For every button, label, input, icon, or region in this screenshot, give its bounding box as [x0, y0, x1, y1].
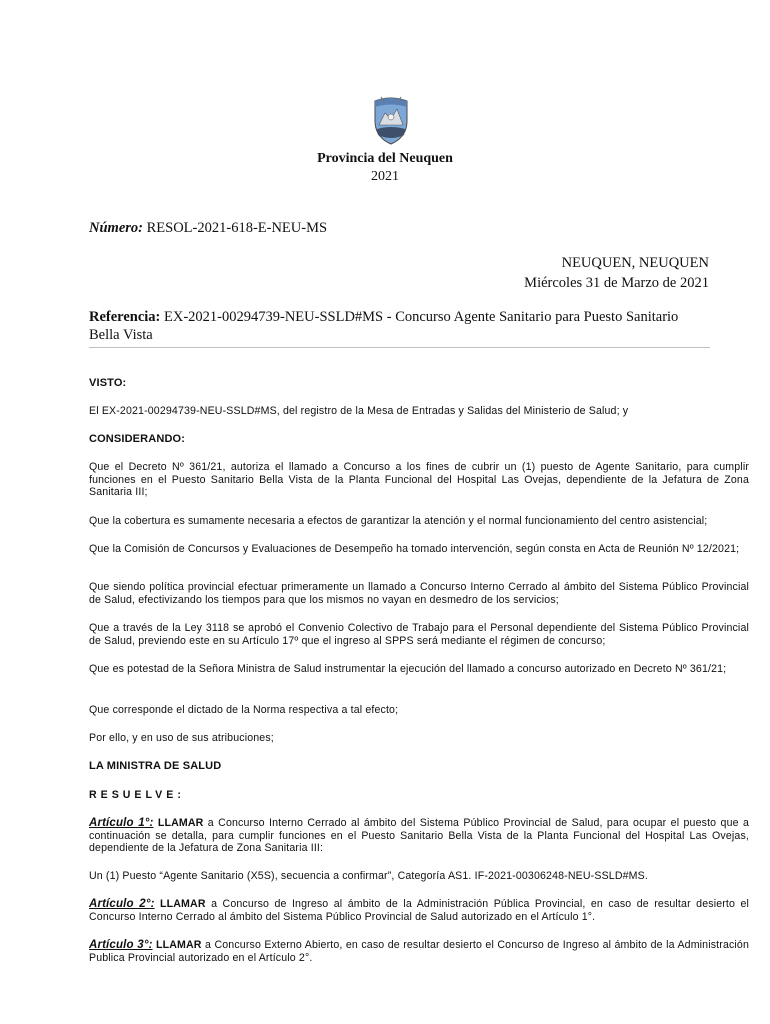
paragraph-1: Que el Decreto Nº 361/21, autoriza el llamado a Concurso a los fines de cubrir un (1) puesto de Agente Sanitario, para cumplir funciones en el Puesto Sanitario Bella Vista de la Planta Funcional del Hospital Las Ovejas, dependiente de la Jefatura de Zona Sanitaria III;	[89, 461, 749, 499]
authority: LA MINISTRA DE SALUD	[89, 760, 222, 772]
paragraph-7: Que corresponde el dictado de la Norma respectiva a tal efecto;	[89, 704, 399, 716]
paragraph-3: Que la Comisión de Concursos y Evaluaciones de Desempeño ha tomado intervención, según consta en Acta de Reunión Nº 12/2021;	[89, 543, 740, 555]
puesto-detail: Un (1) Puesto “Agente Sanitario (X5S), secuencia a confirmar”, Categoría AS1. IF-2021-00306248-NEU-SSLD#MS.	[89, 870, 648, 882]
article-3-text: a Concurso Externo Abierto, en caso de resultar desierto el Concurso de Ingreso al ámbito de la Administración Publica Provincial autorizado en el Artículo 2°.	[89, 939, 750, 964]
numero-value: RESOL-2021-618-E-NEU-MS	[146, 220, 328, 236]
article-3-label: Artículo 3°:	[89, 939, 153, 951]
resuelve: RESUELVE:	[89, 789, 185, 801]
referencia-label: Referencia:	[89, 309, 161, 325]
place: NEUQUEN, NEUQUEN	[561, 255, 709, 271]
article-3-verb: LLAMAR	[155, 939, 202, 951]
article-1-verb: LLAMAR	[157, 817, 204, 829]
article-1-label: Artículo 1°:	[89, 817, 154, 829]
considerando-heading: CONSIDERANDO:	[89, 433, 186, 445]
referencia	[89, 308, 711, 344]
province-title: Provincia del Neuquen	[317, 151, 453, 166]
year: 2021	[371, 169, 399, 184]
divider	[89, 347, 710, 348]
visto-text: El EX-2021-00294739-NEU-SSLD#MS, del registro de la Mesa de Entradas y Salidas del Ministerio de Salud; y	[89, 405, 629, 417]
paragraph-6: Que es potestad de la Señora Ministra de Salud instrumentar la ejecución del llamado a concurso autorizado en Decreto Nº 361/21;	[89, 663, 727, 675]
article-2-verb: LLAMAR	[160, 898, 206, 910]
article-1-text: a Concurso Interno Cerrado al ámbito del Sistema Público Provincial de Salud, para ocupar el puesto que a continuación se detalla, para cumplir funciones en el Puesto Sanitario Bella Vista de la Planta Funcional del Hospital Las Ovejas, dependiente de la Jefatura de Zona Sanitaria III:	[89, 817, 750, 855]
article-2	[89, 898, 749, 923]
neuquen-coat-of-arms-icon	[371, 95, 411, 145]
article-2-label: Artículo 2°:	[89, 898, 155, 910]
numero-label: Número:	[89, 220, 143, 236]
referencia-value: EX-2021-00294739-NEU-SSLD#MS - Concurso Agente Sanitario para Puesto Sanitario Bella Vista	[89, 309, 679, 343]
date: Miércoles 31 de Marzo de 2021	[524, 275, 709, 291]
paragraph-8: Por ello, y en uso de sus atribuciones;	[89, 732, 274, 744]
article-2-text: a Concurso de Ingreso al ámbito de la Administración Pública Provincial, en caso de resultar desierto el Concurso Interno Cerrado al ámbito del Sistema Público Provincial de Salud autorizado en el Artículo 1°.	[89, 898, 750, 923]
paragraph-2: Que la cobertura es sumamente necesaria a efectos de garantizar la atención y el normal funcionamiento del centro asistencial;	[89, 515, 708, 527]
resolution-number	[89, 220, 327, 237]
article-3	[89, 939, 749, 964]
paragraph-5: Que a través de la Ley 3118 se aprobó el Convenio Colectivo de Trabajo para el Personal dependiente del Sistema Público Provincial de Salud, previendo este en su Artículo 17º que el ingreso al SPPS será mediante el régimen de concurso;	[89, 622, 749, 647]
article-1	[89, 817, 749, 855]
visto-heading: VISTO:	[89, 377, 127, 389]
paragraph-4: Que siendo política provincial efectuar primeramente un llamado a Concurso Interno Cerrado al ámbito del Sistema Público Provincial de Salud, efectivizando los tiempos para que los mismos no vayan en desmedro de los servicios;	[89, 581, 749, 606]
